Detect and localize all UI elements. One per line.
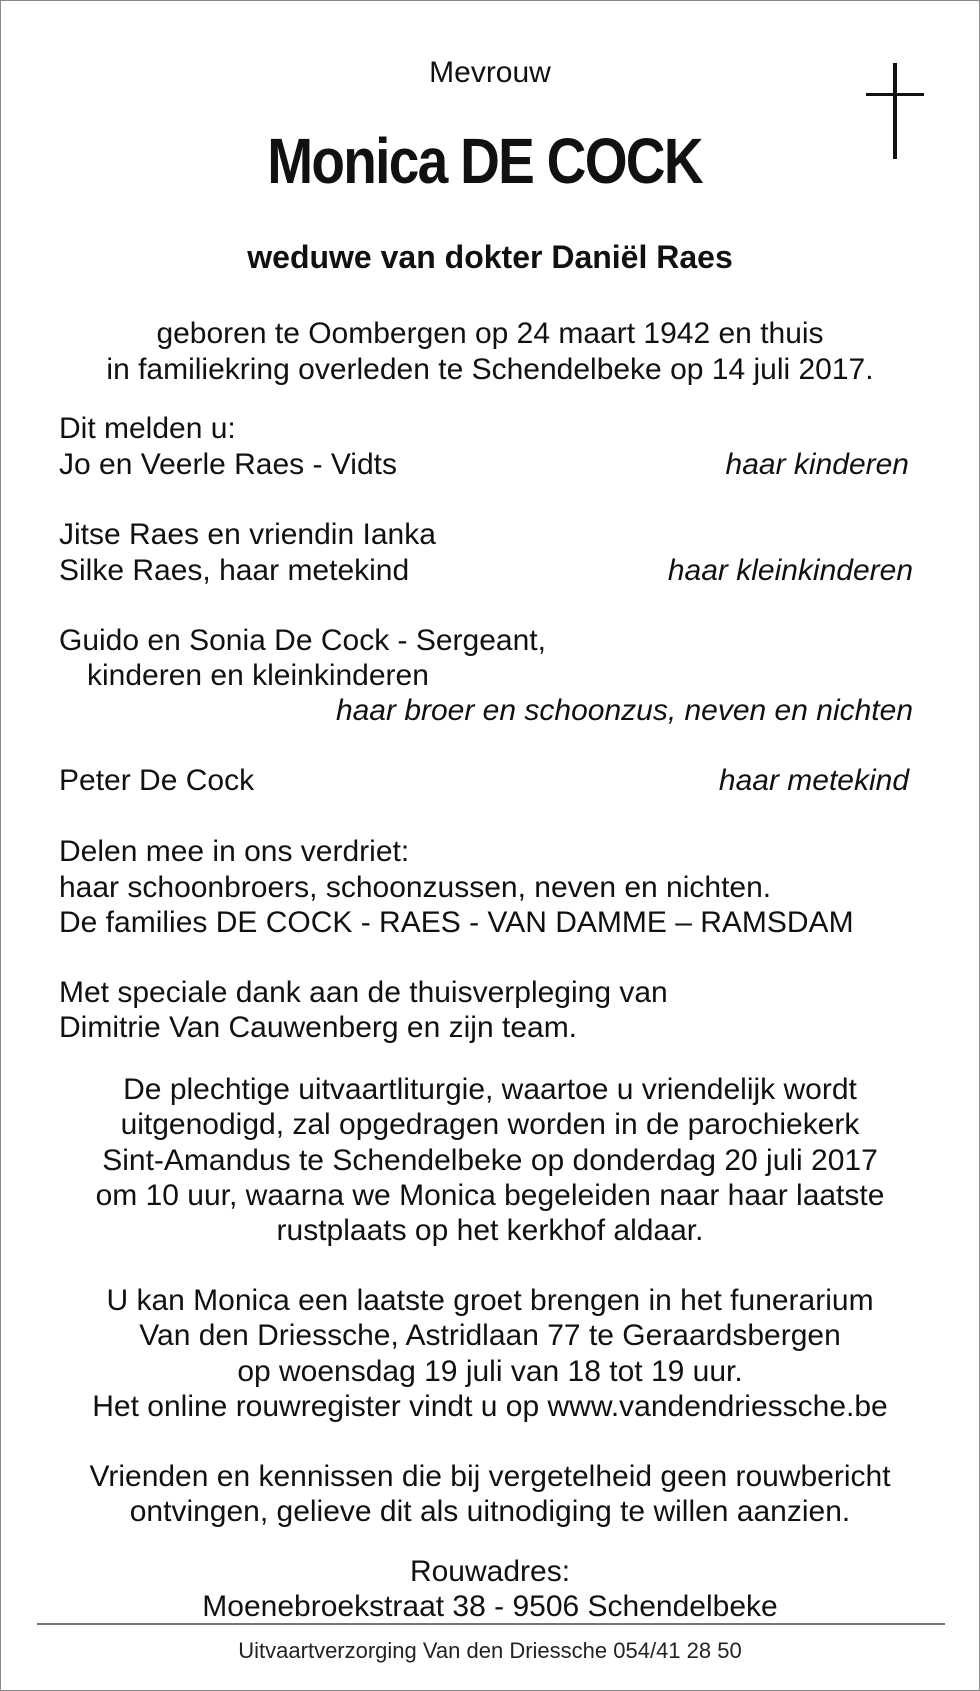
footer-divider — [37, 1623, 945, 1625]
grandchildren-line-1: Jitse Raes en vriendin Ianka — [59, 518, 436, 551]
children-relation: haar kinderen — [725, 448, 909, 481]
notice-line-2: ontvingen, gelieve dit als uitnodiging te willen aanzien. — [129, 1495, 851, 1528]
mourners-line-2: haar schoonbroers, schoonzussen, neven en nichten. — [59, 871, 772, 904]
birth-line-1: geboren te Oombergen op 24 maart 1942 en thuis — [156, 317, 824, 350]
deceased-name: Monica DE COCK — [267, 125, 702, 197]
funeral-line-4: om 10 uur, waarna we Monica begeleiden naar haar laatste — [95, 1179, 885, 1212]
funeral-line-5: rustplaats op het kerkhof aldaar. — [276, 1214, 704, 1247]
funeral-line-3: Sint-Amandus te Schendelbeke op donderdag 20 juli 2017 — [102, 1144, 878, 1177]
funeral-line-2: uitgenodigd, zal opgedragen worden in de parochiekerk — [120, 1108, 860, 1141]
birth-line-2: in familiekring overleden te Schendelbeke op 14 juli 2017. — [106, 353, 874, 386]
widow-of-line: weduwe van dokter Daniël Raes — [247, 239, 733, 275]
family-intro: Dit melden u: — [59, 412, 236, 445]
mourners-line-3: De families DE COCK - RAES - VAN DAMME – RAMSDAM — [59, 906, 854, 939]
visitation-line-2: Van den Driessche, Astridlaan 77 te Geraardsbergen — [139, 1319, 841, 1352]
brother-line-1: Guido en Sonia De Cock - Sergeant, — [59, 624, 546, 657]
mourners-line-1: Delen mee in ons verdriet: — [59, 835, 410, 868]
brother-line-2: kinderen en kleinkinderen — [87, 659, 429, 692]
brother-relation: haar broer en schoonzus, neven en nichten — [335, 694, 913, 727]
grandchildren-line-2: Silke Raes, haar metekind — [59, 554, 410, 587]
grandchildren-relation: haar kleinkinderen — [667, 554, 913, 587]
godchild-name: Peter De Cock — [59, 764, 255, 797]
honorific: Mevrouw — [429, 56, 551, 89]
visitation-line-3: op woensdag 19 juli van 18 tot 19 uur. — [237, 1355, 743, 1388]
thanks-line-2: Dimitrie Van Cauwenberg en zijn team. — [59, 1011, 578, 1044]
funeral-home-footer: Uitvaartverzorging Van den Driessche 054/41 28 50 — [238, 1638, 742, 1663]
address-value: Moenebroekstraat 38 - 9506 Schendelbeke — [202, 1590, 778, 1623]
children-names: Jo en Veerle Raes - Vidts — [59, 448, 397, 481]
thanks-line-1: Met speciale dank aan de thuisverpleging van — [59, 976, 668, 1009]
funeral-line-1: De plechtige uitvaartliturgie, waartoe u vriendelijk wordt — [123, 1073, 857, 1106]
notice-line-1: Vrienden en kennissen die bij vergetelheid geen rouwbericht — [89, 1460, 891, 1493]
visitation-line-4: Het online rouwregister vindt u op www.vandendriessche.be — [92, 1390, 888, 1423]
address-label: Rouwadres: — [409, 1555, 571, 1588]
visitation-line-1: U kan Monica een laatste groet brengen in het funerarium — [106, 1284, 874, 1317]
godchild-relation: haar metekind — [718, 764, 909, 797]
